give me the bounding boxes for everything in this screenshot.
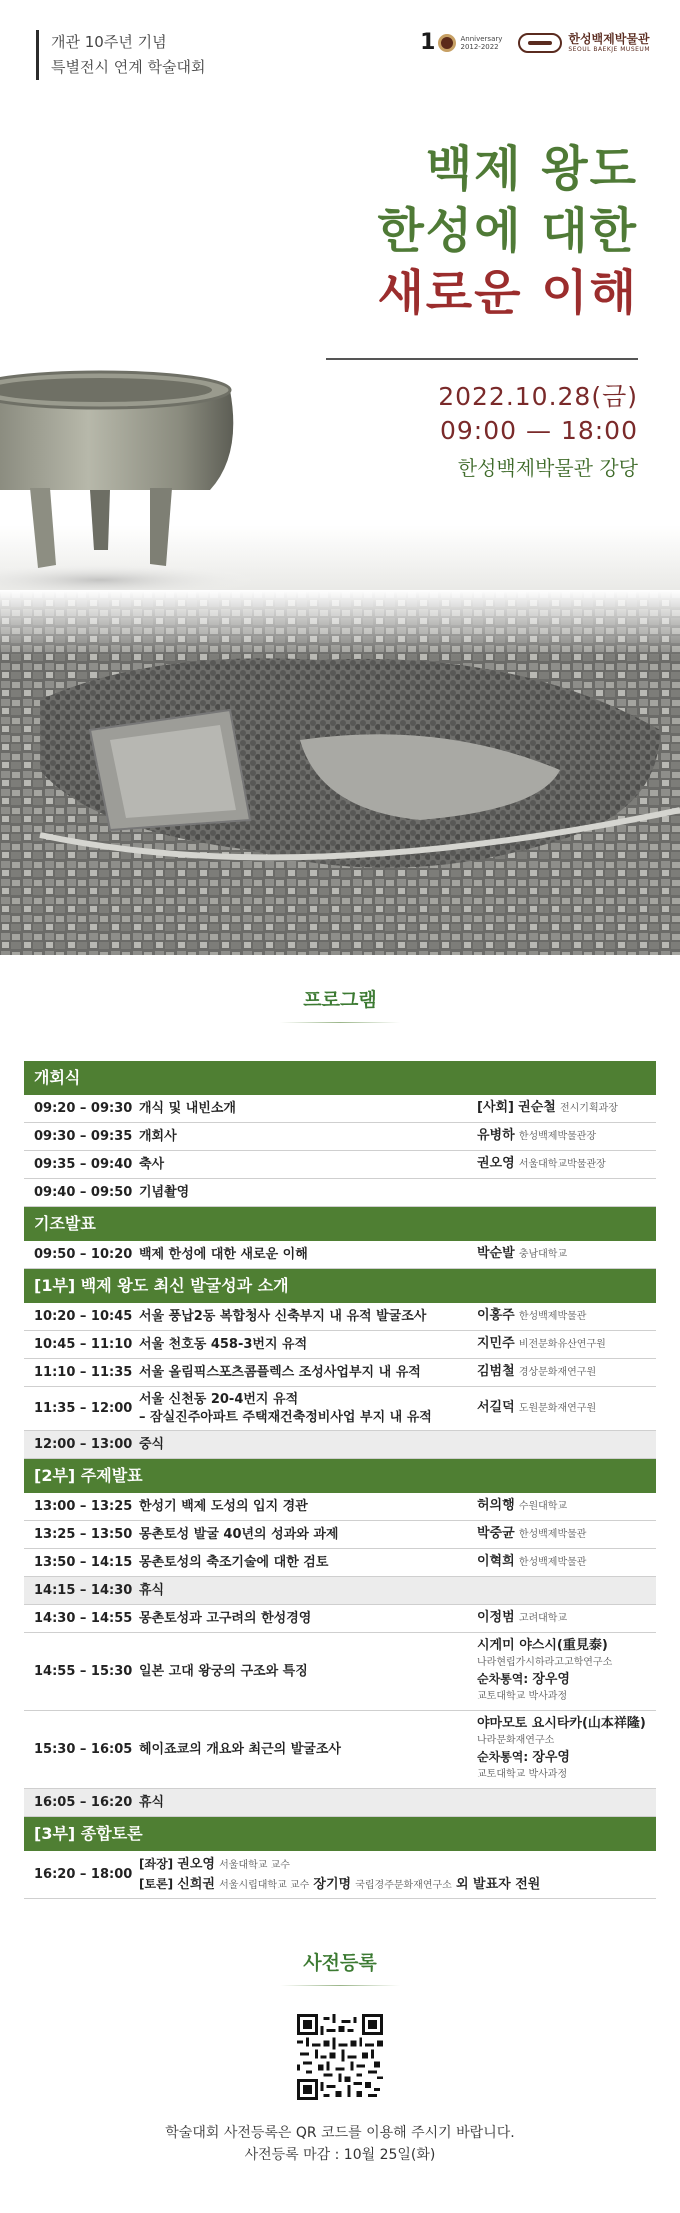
row-time: 16:20 – 18:00 <box>34 1867 133 1882</box>
speaker-name: 이홍주 <box>477 1308 515 1323</box>
speaker-name: 허의행 <box>477 1498 515 1513</box>
row-time: 12:00 – 13:00 <box>34 1437 133 1452</box>
registration-heading-rule <box>280 1985 400 1986</box>
speaker-affiliation: 한성백제박물관 <box>518 1529 587 1540</box>
speaker-name: 권순철 <box>518 1100 556 1115</box>
event-title <box>377 138 638 324</box>
registration-note <box>0 2122 680 2166</box>
row-topic: 서울 올림픽스포츠콤플렉스 조성사업부지 내 유적 <box>139 1364 421 1380</box>
row-topic: 개식 및 내빈소개 <box>139 1100 236 1116</box>
panel-affiliation: 국립경주문화재연구소 <box>355 1879 452 1891</box>
program-row <box>24 1123 656 1151</box>
program-row <box>24 1241 656 1269</box>
row-speaker <box>477 1638 656 1705</box>
speaker-role: [사회] <box>477 1100 514 1115</box>
registration-heading: 사전등록 <box>303 1952 377 1974</box>
session-header: 개회식 <box>24 1061 656 1095</box>
aerial-city-image <box>0 590 680 955</box>
interpreter-role: 순차통역: <box>477 1750 529 1764</box>
row-speaker <box>477 1246 656 1263</box>
row-topic: 서울 천호동 458-3번지 유적 <box>139 1336 308 1352</box>
panel-affiliation: 서울시립대학교 교수 <box>219 1879 310 1891</box>
speaker-affiliation: 서울대학교박물관장 <box>518 1159 606 1170</box>
row-topic: 몽촌토성과 고구려의 한성경영 <box>139 1610 312 1626</box>
program-row <box>24 1359 656 1387</box>
speaker-name: 박중균 <box>477 1526 515 1541</box>
speaker-affiliation: 나라현립가시하라고고학연구소 <box>477 1657 613 1668</box>
panel-name: 장기명 <box>313 1876 352 1892</box>
session-header: [1부] 백제 왕도 최신 발굴성과 소개 <box>24 1269 656 1303</box>
event-time: 09:00 — 18:00 <box>440 416 638 445</box>
row-topic: 휴식 <box>139 1582 165 1598</box>
row-time: 10:20 – 10:45 <box>34 1309 133 1324</box>
event-venue: 한성백제박물관 강당 <box>457 456 638 480</box>
speaker-name: 서길덕 <box>477 1400 515 1415</box>
program-row <box>24 1387 656 1431</box>
speaker-name: 유병하 <box>477 1128 515 1143</box>
program-row <box>24 1711 656 1789</box>
speaker-name: 이혁희 <box>477 1554 515 1569</box>
row-time: 13:25 – 13:50 <box>34 1527 133 1542</box>
row-time: 14:55 – 15:30 <box>34 1664 133 1679</box>
row-topic-main: 서울 신천동 20-4번지 유적 <box>139 1391 299 1407</box>
registration-section <box>0 1948 680 2166</box>
row-topic: 일본 고대 왕궁의 구조와 특징 <box>139 1663 308 1679</box>
speaker-affiliation: 충남대학교 <box>518 1249 568 1260</box>
chair-name: 권오영 <box>177 1856 215 1872</box>
speaker-affiliation: 한성백제박물관 <box>518 1557 587 1568</box>
row-topic: 몽촌토성 발굴 40년의 성과와 과제 <box>139 1526 339 1542</box>
program-row <box>24 1549 656 1577</box>
row-topic: 축사 <box>139 1156 165 1172</box>
row-speaker <box>477 1100 656 1117</box>
row-topic <box>139 1391 477 1427</box>
logos <box>420 30 650 55</box>
anniversary-logo <box>420 30 502 55</box>
row-time: 09:30 – 09:35 <box>34 1129 133 1144</box>
speaker-name: 김범철 <box>477 1364 515 1379</box>
row-speaker <box>139 1855 656 1895</box>
program-row <box>24 1493 656 1521</box>
speaker-name: 권오영 <box>477 1156 515 1171</box>
panel-tail: 외 발표자 전원 <box>455 1876 541 1892</box>
row-speaker <box>477 1308 656 1325</box>
row-speaker <box>477 1526 656 1543</box>
row-topic: 몽촌토성의 축조기술에 대한 검토 <box>139 1554 329 1570</box>
speaker-name: 박순발 <box>477 1246 515 1261</box>
row-time: 11:10 – 11:35 <box>34 1365 133 1380</box>
panel-name: 신희권 <box>177 1876 215 1892</box>
registration-deadline: 사전등록 마감 : 10월 25일(화) <box>244 2147 436 2163</box>
speaker-name: 시게미 야스시(重見泰) <box>477 1638 608 1653</box>
row-speaker <box>477 1156 656 1173</box>
program-row <box>24 1605 656 1633</box>
row-time: 09:20 – 09:30 <box>34 1101 133 1116</box>
anniversary-ring-icon <box>438 34 456 52</box>
program-row <box>24 1851 656 1899</box>
museum-name-en: SEOUL BAEKJE MUSEUM <box>568 46 650 53</box>
hero <box>0 0 680 955</box>
anniversary-label: Anniversary <box>460 34 503 43</box>
row-speaker <box>477 1716 656 1783</box>
row-time: 09:40 – 09:50 <box>34 1185 133 1200</box>
session-header: [3부] 종합토론 <box>24 1817 656 1851</box>
program-heading-rule <box>280 1022 400 1023</box>
museum-logo <box>518 32 650 53</box>
speaker-affiliation: 나라문화재연구소 <box>477 1735 555 1746</box>
speaker-affiliation: 도원문화재연구원 <box>518 1403 597 1414</box>
program-row <box>24 1179 656 1207</box>
row-topic: 휴식 <box>139 1794 165 1810</box>
event-datetime <box>438 380 638 448</box>
event-tag-line2: 특별전시 연계 학술대회 <box>51 58 206 76</box>
session-header: [2부] 주제발표 <box>24 1459 656 1493</box>
speaker-affiliation: 비전문화유산연구원 <box>518 1339 606 1350</box>
row-time: 09:35 – 09:40 <box>34 1157 133 1172</box>
program-table <box>24 1061 656 1899</box>
row-time: 09:50 – 10:20 <box>34 1247 133 1262</box>
row-topic: 개회사 <box>139 1128 177 1144</box>
session-header: 기조발표 <box>24 1207 656 1241</box>
row-time: 10:45 – 11:10 <box>34 1337 133 1352</box>
row-time: 16:05 – 16:20 <box>34 1795 133 1810</box>
row-speaker <box>477 1498 656 1515</box>
program-row <box>24 1521 656 1549</box>
program-row <box>24 1151 656 1179</box>
program-row <box>24 1303 656 1331</box>
program-row <box>24 1331 656 1359</box>
museum-mark-icon <box>518 33 562 53</box>
row-topic: 중식 <box>139 1436 165 1452</box>
row-topic: 서울 풍납2동 복합청사 신축부지 내 유적 발굴조사 <box>139 1308 427 1324</box>
interpreter-affiliation: 교토대학교 박사과정 <box>477 1691 568 1702</box>
row-speaker <box>477 1336 656 1353</box>
interpreter-role: 순차통역: <box>477 1672 529 1686</box>
row-speaker <box>477 1554 656 1571</box>
program-row-break <box>24 1431 656 1459</box>
anniversary-number: 1 <box>420 30 435 55</box>
row-speaker <box>477 1610 656 1627</box>
row-time: 14:15 – 14:30 <box>34 1583 133 1598</box>
interpreter-name: 장우영 <box>532 1672 570 1687</box>
speaker-name: 야마모토 요시타카(山本祥隆) <box>477 1716 646 1731</box>
row-time: 15:30 – 16:05 <box>34 1742 133 1757</box>
speaker-name: 지민주 <box>477 1336 515 1351</box>
program-row-break <box>24 1789 656 1817</box>
museum-name: 한성백제박물관 <box>568 32 650 46</box>
row-speaker <box>477 1128 656 1145</box>
chair-affiliation: 서울대학교 교수 <box>219 1859 290 1871</box>
title-line2: 한성에 대한 <box>377 203 638 259</box>
row-speaker <box>477 1400 656 1417</box>
program-row <box>24 1095 656 1123</box>
program-row <box>24 1633 656 1711</box>
title-divider <box>326 358 638 360</box>
speaker-affiliation: 한성백제박물관장 <box>518 1131 597 1142</box>
title-line3: 새로운 이해 <box>377 265 638 321</box>
chair-role: [좌장] <box>139 1856 174 1871</box>
registration-qr-code[interactable] <box>297 2014 383 2100</box>
row-time: 14:30 – 14:55 <box>34 1611 133 1626</box>
anniversary-years: 2012-2022 <box>460 42 499 51</box>
speaker-affiliation: 수원대학교 <box>518 1501 568 1512</box>
speaker-affiliation: 전시기획과장 <box>559 1103 618 1114</box>
event-tag <box>36 30 205 80</box>
speaker-affiliation: 고려대학교 <box>518 1613 568 1624</box>
program-heading: 프로그램 <box>303 989 377 1011</box>
registration-note-line1: 학술대회 사전등록은 QR 코드를 이용해 주시기 바랍니다. <box>165 2125 515 2141</box>
event-tag-line1: 개관 10주년 기념 <box>51 33 167 51</box>
program-row-break <box>24 1577 656 1605</box>
event-date: 2022.10.28(금) <box>438 382 638 411</box>
row-topic: 기념촬영 <box>139 1184 190 1200</box>
row-topic: 백제 한성에 대한 새로운 이해 <box>139 1246 308 1262</box>
title-line1: 백제 왕도 <box>425 141 638 197</box>
row-time: 11:35 – 12:00 <box>34 1401 133 1416</box>
speaker-name: 이정범 <box>477 1610 515 1625</box>
speaker-affiliation: 경상문화재연구원 <box>518 1367 597 1378</box>
interpreter-affiliation: 교토대학교 박사과정 <box>477 1769 568 1780</box>
row-topic-sub: – 잠실진주아파트 주택재건축정비사업 부지 내 유적 <box>139 1409 432 1425</box>
row-time: 13:00 – 13:25 <box>34 1499 133 1514</box>
row-topic: 헤이죠쿄의 개요와 최근의 발굴조사 <box>139 1741 341 1757</box>
panel-role: [토론] <box>139 1876 174 1891</box>
interpreter-name: 장우영 <box>532 1750 570 1765</box>
speaker-affiliation: 한성백제박물관 <box>518 1311 587 1322</box>
program-section <box>0 985 680 1899</box>
row-topic: 한성기 백제 도성의 입지 경관 <box>139 1498 308 1514</box>
pottery-vessel-image <box>0 360 260 600</box>
row-speaker <box>477 1364 656 1381</box>
row-time: 13:50 – 14:15 <box>34 1555 133 1570</box>
